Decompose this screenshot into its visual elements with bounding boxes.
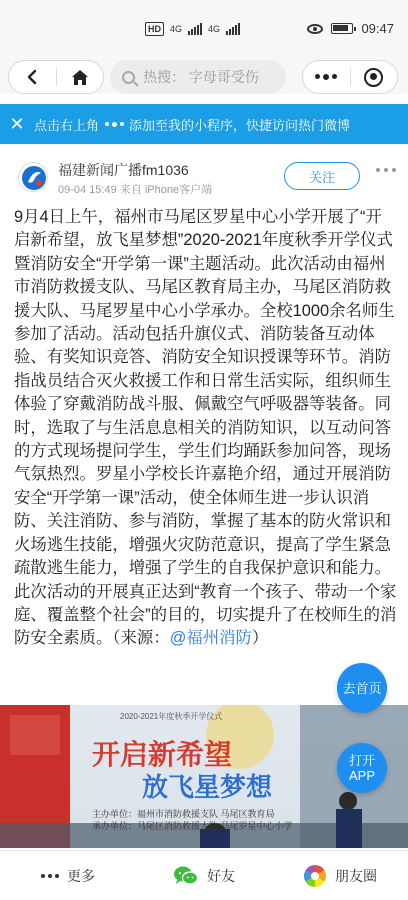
follow-button[interactable]: 关注	[284, 162, 360, 190]
author-row	[0, 156, 408, 200]
network-label-1: 4G	[170, 24, 183, 34]
radio-logo-icon	[19, 163, 48, 192]
go-home-label: 去首页	[342, 680, 382, 696]
nav-bar	[0, 58, 408, 94]
wechat-icon	[173, 865, 199, 887]
share-moments-button[interactable]	[272, 851, 408, 900]
target-icon	[364, 68, 383, 87]
open-app-line2: APP	[348, 768, 375, 783]
close-miniprogram-button[interactable]	[351, 61, 398, 93]
status-icons	[145, 22, 240, 36]
miniprogram-capsule	[302, 60, 398, 94]
home-button[interactable]	[57, 61, 104, 93]
more-share-button[interactable]	[0, 851, 136, 900]
more-button[interactable]	[303, 61, 350, 93]
tip-prefix: 点击右上角	[34, 117, 100, 133]
hd-badge: HD	[145, 22, 164, 36]
banner-title-2: 放飞星梦想	[142, 773, 273, 803]
more-share-label: 更多	[67, 867, 95, 884]
search-placeholder: 热搜： 字母哥受伤	[143, 69, 259, 85]
mention-link[interactable]: @福州消防	[169, 629, 252, 648]
close-icon[interactable]: ✕	[9, 114, 25, 134]
share-friends-button[interactable]	[136, 851, 272, 900]
banner-title-1: 开启新希望	[92, 738, 233, 771]
post-text: 9月4日上午，福州市马尾区罗星中心小学开展了“开启新希望，放飞星梦想”2020-2021年度秋季开学仪式暨消防安全“开学第一课”主题活动。此次活动由福州市消防救援支队、马尾区教育局主办，马尾区消防救援大队、马尾罗星中心小学承办。全校1000余名师生参加了活动。活动包括升旗仪式、消防装备互动体验、有奖知识竞答、消防安全知识授课等环节。消防指战员结合灭火救援工作和日常生活实际，组织师生体验了穿戴消防战斗服、佩戴空气呼吸器等装备。同时，选取了与生活息息相关的消防知识，以互动问答的方式现场提问学生，学生们均踊跃参加问答，现场气氛热烈。罗星小学校长许嘉艳介绍，通过开展消防安全“开学第一课”活动，使全体师生进一步认识消防、关注消防、参与消防，掌握了基本的防火常识和火场逃生技能，增强火灾防范意识，提高了学生紧急疏散逃生能力，增强了学生的自我保护意识和能力。此次活动的开展真正达到“教育一个孩子、带动一个家庭、覆盖整个社会”的目的，切实提升了在校师生的消防安全素质。（来源：	[14, 208, 397, 648]
add-miniprogram-banner[interactable]	[0, 104, 408, 144]
back-icon	[26, 69, 38, 85]
banner-line-1: 主办单位：福州市消防救援支队 马尾区教育局	[92, 809, 275, 819]
clock: 09:47	[361, 21, 394, 36]
search-input[interactable]	[110, 60, 286, 94]
post-text-end: ）	[251, 629, 269, 648]
signal-icon-2	[226, 23, 240, 35]
status-right	[307, 21, 394, 36]
more-icon	[315, 74, 337, 80]
status-bar	[0, 0, 408, 58]
battery-icon	[331, 23, 353, 34]
search-icon	[122, 71, 135, 84]
post-more-icon[interactable]	[376, 168, 396, 172]
network-label-2: 4G	[208, 24, 221, 34]
banner-line-2: 承办单位：马尾区消防救援大队 马尾罗星中心小学	[92, 821, 293, 831]
open-app-button[interactable]	[337, 743, 387, 793]
avatar[interactable]	[18, 162, 48, 192]
share-friends-label: 好友	[207, 867, 235, 884]
more-dots-icon	[105, 122, 124, 127]
post-meta: 09-04 15:49 来自 iPhone客户端	[58, 184, 213, 196]
nav-pill	[8, 60, 104, 94]
go-home-button[interactable]	[337, 663, 387, 713]
more-dots-icon	[41, 874, 59, 878]
tip-suffix: 添加至我的小程序，快捷访问热门微博	[129, 117, 351, 133]
open-app-line1: 打开	[348, 753, 375, 768]
share-moments-label: 朋友圈	[335, 867, 377, 884]
signal-icon	[188, 23, 202, 35]
back-button[interactable]	[9, 61, 56, 93]
home-icon	[71, 69, 89, 86]
author-name[interactable]: 福建新闻广播fm1036	[58, 162, 189, 178]
moments-icon	[303, 864, 327, 888]
post-body	[14, 206, 398, 651]
eye-icon	[307, 24, 323, 34]
bottom-share-bar	[0, 850, 408, 900]
banner-small-top: 2020-2021年度秋季开学仪式	[120, 712, 223, 721]
